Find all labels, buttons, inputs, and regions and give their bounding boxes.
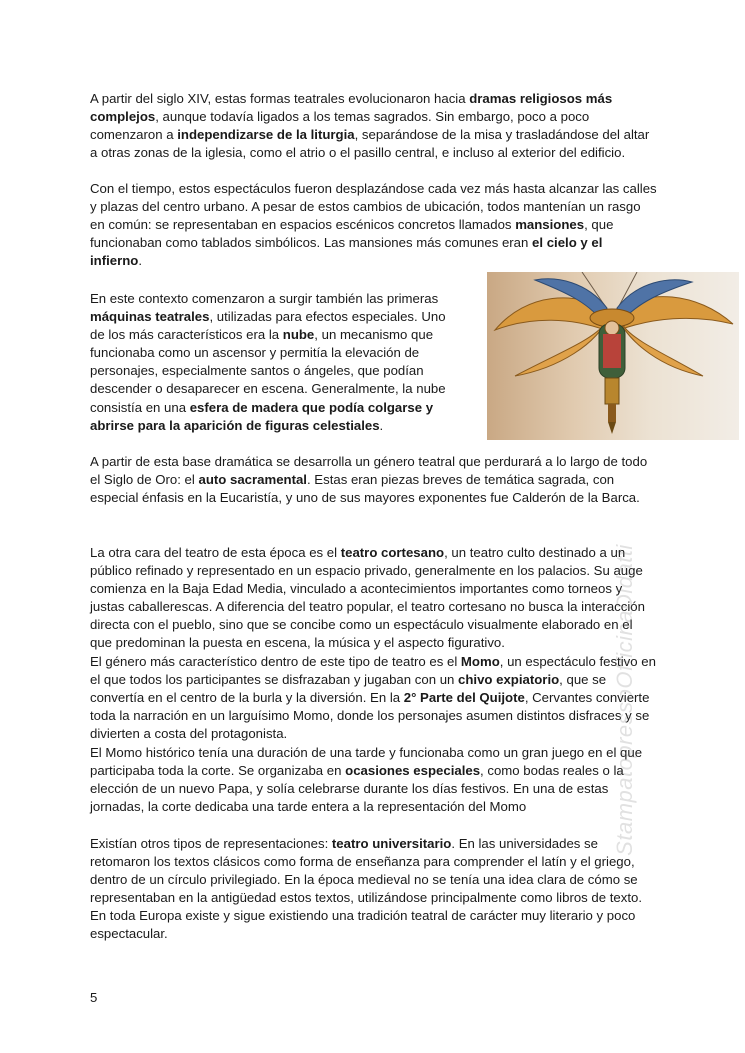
print-watermark bbox=[612, 470, 638, 930]
bold-term: Momo bbox=[460, 654, 500, 669]
text-run: Con el tiempo, estos espectáculos fueron desplazándose cada vez más hasta alcanzar las calles y plazas del centro urbano. A pesar de estos cambios de ubicación, todos mantenían un rasgo en común: se representaban en espacios escénicos concretos llamados bbox=[90, 181, 657, 233]
watermark-text: StampatopressoOfficinaDidatti bbox=[612, 544, 638, 856]
bold-term: chivo expiatorio bbox=[458, 672, 560, 688]
text-run: , un teatro culto destinado a un público refinado y representado en un espacio privado, generalmente en los palacios. Su auge comienza en la Baja Edad Media, vinculado a acontecimientos importantes como torneos y justas caballerescas. A diferencia del teatro popular, el teatro cortesano no busca la interacción directa con el pueblo, sino que se concibe como un espectáculo visualmente elaborado en el que predominan la puesta en escena, la música y el aspecto figurativo. bbox=[90, 545, 645, 651]
bold-term: teatro universitario bbox=[331, 836, 452, 851]
page-number: 5 bbox=[90, 990, 98, 1005]
text-run: A partir de esta base dramática se desarrolla un género teatral que perdurará a lo largo de todo el Siglo de Oro: el bbox=[90, 454, 648, 488]
paragraph-maquinas-teatrales bbox=[90, 290, 460, 435]
paragraph-auto-sacramental bbox=[90, 453, 658, 507]
paragraph-mansiones bbox=[90, 180, 658, 270]
text-run: , que funcionaban como tablados simbólicos. Las mansiones más comunes eran bbox=[90, 217, 614, 251]
text-run: , como bodas reales o la elección de un nuevo Papa, y solía celebrarse durante los días festivos. En una de estas jornadas, la corte dedicaba una tarde entera a la representación del Momo bbox=[90, 763, 624, 815]
paragraph-momo-historico bbox=[90, 744, 658, 816]
text-run: , Cervantes convierte toda la narración en un larguísimo Momo, donde los personajes asumen distintos disfraces y se divierten a costa del protagonista. bbox=[90, 690, 650, 742]
bold-term: teatro cortesano bbox=[340, 545, 445, 560]
text-run: . En las universidades se retomaron los textos clásicos como forma de enseñanza para comprender el latín y el griego, dentro de un círculo privilegiado. En la época medieval no se tenía una idea clara de cómo se representaban en la antigüedad estos textos, utilizándose principalmente como libros de texto. En toda Europa existe y sigue existiendo una tradición teatral de carácter muy literario y poco espectacular. bbox=[90, 836, 643, 942]
text-run: La otra cara del teatro de esta época es el bbox=[90, 545, 341, 560]
bold-term: máquinas teatrales bbox=[90, 309, 210, 325]
text-run: . Estas eran piezas breves de temática sagrada, con especial énfasis en la Eucaristía, y uno de sus mayores exponentes fue Calderón de la Barca. bbox=[90, 472, 640, 506]
text-run: Existían otros tipos de representaciones: bbox=[90, 836, 332, 851]
text-run: , separándose de la misa y trasladándose del altar a otras zonas de la iglesia, como el atrio o el pasillo central, e incluso al exterior del edificio. bbox=[90, 127, 650, 161]
text-run: , que se convertía en el centro de la burla y la diversión. En la bbox=[90, 672, 607, 706]
paragraph-momo bbox=[90, 653, 658, 743]
text-run: A partir del siglo XIV, estas formas teatrales evolucionaron hacia bbox=[90, 91, 470, 106]
bold-term: dramas religiosos más complejos bbox=[90, 91, 613, 125]
text-run: El Momo histórico tenía una duración de una tarde y funcionaba como un gran juego en el que participaba toda la corte. Se organizaba en bbox=[90, 745, 643, 779]
bold-term: ocasiones especiales bbox=[345, 763, 481, 779]
bold-term: el cielo y el infierno bbox=[90, 235, 603, 269]
nube-mechanism-illustration bbox=[487, 272, 739, 440]
paragraph-dramas-religiosos bbox=[90, 90, 658, 162]
paragraph-teatro-cortesano bbox=[90, 544, 658, 653]
bold-term: independizarse de la liturgia bbox=[177, 127, 355, 143]
bold-term: esfera de madera que podía colgarse y abrirse para la aparición de figuras celestiales bbox=[90, 399, 434, 433]
text-run: , un mecanismo que funcionaba como un ascensor y permitía la elevación de personajes, especialmente santos o ángeles, que podían descender o desaparecer en escena. Generalmente, la nube consistía en una bbox=[90, 327, 446, 415]
text-run: En este contexto comenzaron a surgir también las primeras bbox=[90, 291, 439, 306]
bold-term: nube bbox=[282, 327, 315, 343]
bold-term: 2° Parte del Quijote bbox=[403, 690, 525, 706]
paragraph-teatro-universitario bbox=[90, 835, 658, 944]
angel-cloud-machine-photo bbox=[487, 272, 739, 440]
text-run: , utilizadas para efectos especiales. Uno de los más característicos era la bbox=[90, 309, 446, 343]
text-run: , un espectáculo festivo en el que todos los participantes se disfrazaban y jugaban con un bbox=[90, 654, 656, 688]
text-run: El género más característico dentro de este tipo de teatro es el bbox=[90, 654, 461, 669]
bold-term: auto sacramental bbox=[198, 472, 307, 488]
text-run: , aunque todavía ligados a los temas sagrados. Sin embargo, poco a poco comenzaron a bbox=[90, 109, 590, 143]
text-run: . bbox=[379, 417, 384, 433]
bold-term: mansiones bbox=[515, 217, 585, 233]
text-run: . bbox=[138, 253, 143, 269]
